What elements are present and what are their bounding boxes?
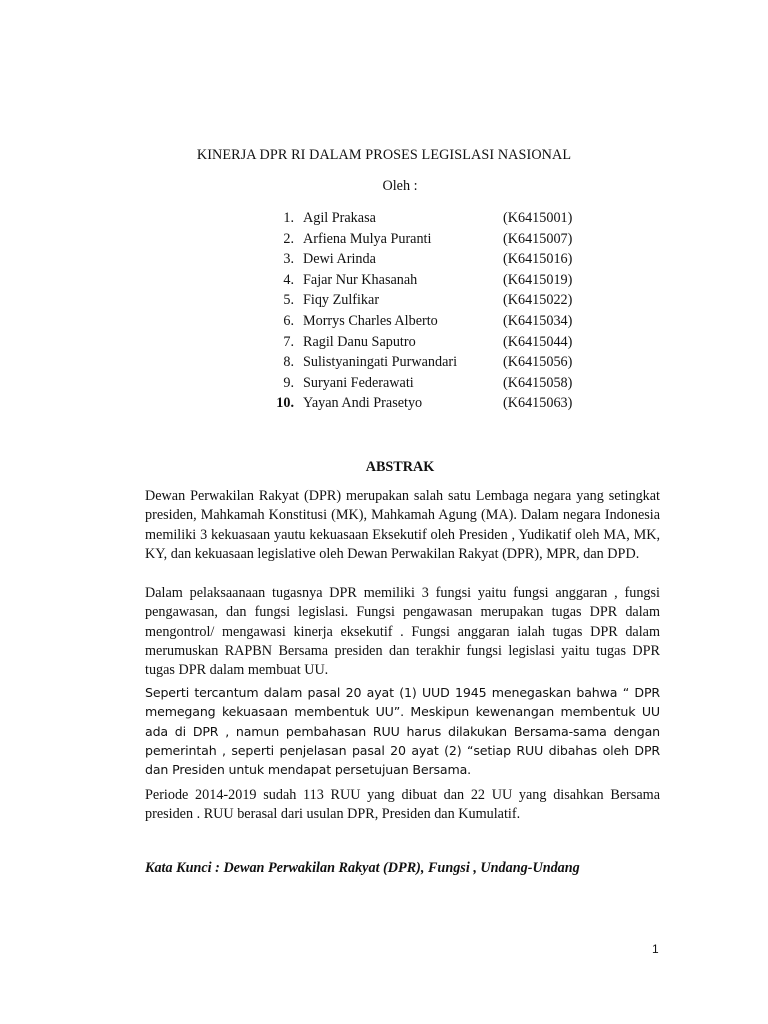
author-item — [272, 208, 612, 229]
author-student-id: (K6415044) — [503, 333, 573, 350]
author-number: 1. — [283, 210, 294, 226]
page-number: 1 — [652, 942, 659, 956]
author-name: Fiqy Zulfikar — [303, 292, 380, 309]
author-item — [272, 393, 612, 414]
author-student-id: (K6415016) — [503, 251, 573, 268]
author-list — [272, 208, 612, 414]
author-item — [272, 249, 612, 270]
author-student-id: (K6415056) — [503, 354, 573, 371]
by-label: Oleh : — [382, 178, 418, 194]
author-item — [272, 352, 612, 373]
author-number: 5. — [283, 292, 294, 309]
author-item — [272, 290, 612, 311]
author-name: Dewi Arinda — [303, 251, 376, 268]
author-number: 7. — [283, 333, 294, 350]
author-item — [272, 332, 612, 353]
author-student-id: (K6415019) — [503, 271, 573, 288]
author-name: Yayan Andi Prasetyo — [303, 395, 423, 412]
abstract-heading: ABSTRAK — [365, 459, 435, 475]
author-number: 8. — [283, 354, 294, 371]
author-name: Agil Prakasa — [303, 210, 376, 226]
author-number: 10. — [276, 395, 294, 412]
abstract-paragraph: Seperti tercantum dalam pasal 20 ayat (1) UUD 1945 menegaskan bahwa “ DPR memegang kekuasaan membentuk UU”. Meskipun kewenangan membentuk UU ada di DPR , namun pembahasan RUU harus dilakukan Bersama-sama dengan pemerintah , seperti penjelasan pasal 20 ayat (2) “setiap RUU dibahas oleh DPR dan Presiden untuk mendapat persetujuan Bersama. — [145, 685, 660, 778]
author-number: 9. — [283, 374, 294, 391]
author-name: Morrys Charles Alberto — [303, 312, 438, 329]
author-item — [272, 311, 612, 332]
author-item — [272, 270, 612, 291]
author-student-id: (K6415001) — [503, 210, 573, 226]
abstract-paragraph: Dalam pelaksaanaan tugasnya DPR memiliki 3 fungsi yaitu fungsi anggaran , fungsi pengawasan, dan fungsi legislasi. Fungsi pengawasan merupakan tugas DPR dalam mengontrol/ mengawasi kinerja eksekutif . Fungsi anggaran ialah tugas DPR dalam merumuskan RAPBN Bersama presiden dan terakhir fungsi legislasi yaitu tugas DPR tugas DPR dalam membuat UU. — [145, 585, 660, 679]
document-title: KINERJA DPR RI DALAM PROSES LEGISLASI NASIONAL — [196, 147, 572, 163]
author-number: 2. — [283, 230, 294, 247]
author-name: Suryani Federawati — [303, 374, 414, 391]
author-item — [272, 373, 612, 394]
author-name: Fajar Nur Khasanah — [303, 271, 418, 288]
author-name: Ragil Danu Saputro — [303, 333, 416, 350]
abstract-paragraph: Dewan Perwakilan Rakyat (DPR) merupakan salah satu Lembaga negara yang setingkat presiden, Mahkamah Konstitusi (MK), Mahkamah Agung (MA). Dalam negara Indonesia memiliki 3 kekuasaan yautu kekuasaan Eksekutif oleh Presiden , Yudikatif oleh MA, MK, KY, dan kekuasaan legislative oleh Dewan Perwakilan Rakyat (DPR), MPR, dan DPD. — [145, 488, 660, 562]
author-number: 4. — [283, 271, 294, 288]
author-student-id: (K6415034) — [503, 312, 573, 329]
author-number: 3. — [283, 251, 294, 268]
author-name: Sulistyaningati Purwandari — [303, 354, 458, 371]
abstract-paragraph: Periode 2014-2019 sudah 113 RUU yang dibuat dan 22 UU yang disahkan Bersama presiden . RUU berasal dari usulan DPR, Presiden dan Kumulatif. — [145, 787, 660, 823]
author-student-id: (K6415022) — [503, 292, 573, 309]
author-student-id: (K6415007) — [503, 230, 573, 247]
author-item — [272, 229, 612, 250]
author-student-id: (K6415058) — [503, 374, 573, 391]
keywords-line: Kata Kunci : Dewan Perwakilan Rakyat (DPR), Fungsi , Undang-Undang — [145, 860, 580, 876]
author-student-id: (K6415063) — [503, 395, 573, 412]
author-name: Arfiena Mulya Puranti — [303, 230, 432, 247]
author-number: 6. — [283, 312, 294, 329]
